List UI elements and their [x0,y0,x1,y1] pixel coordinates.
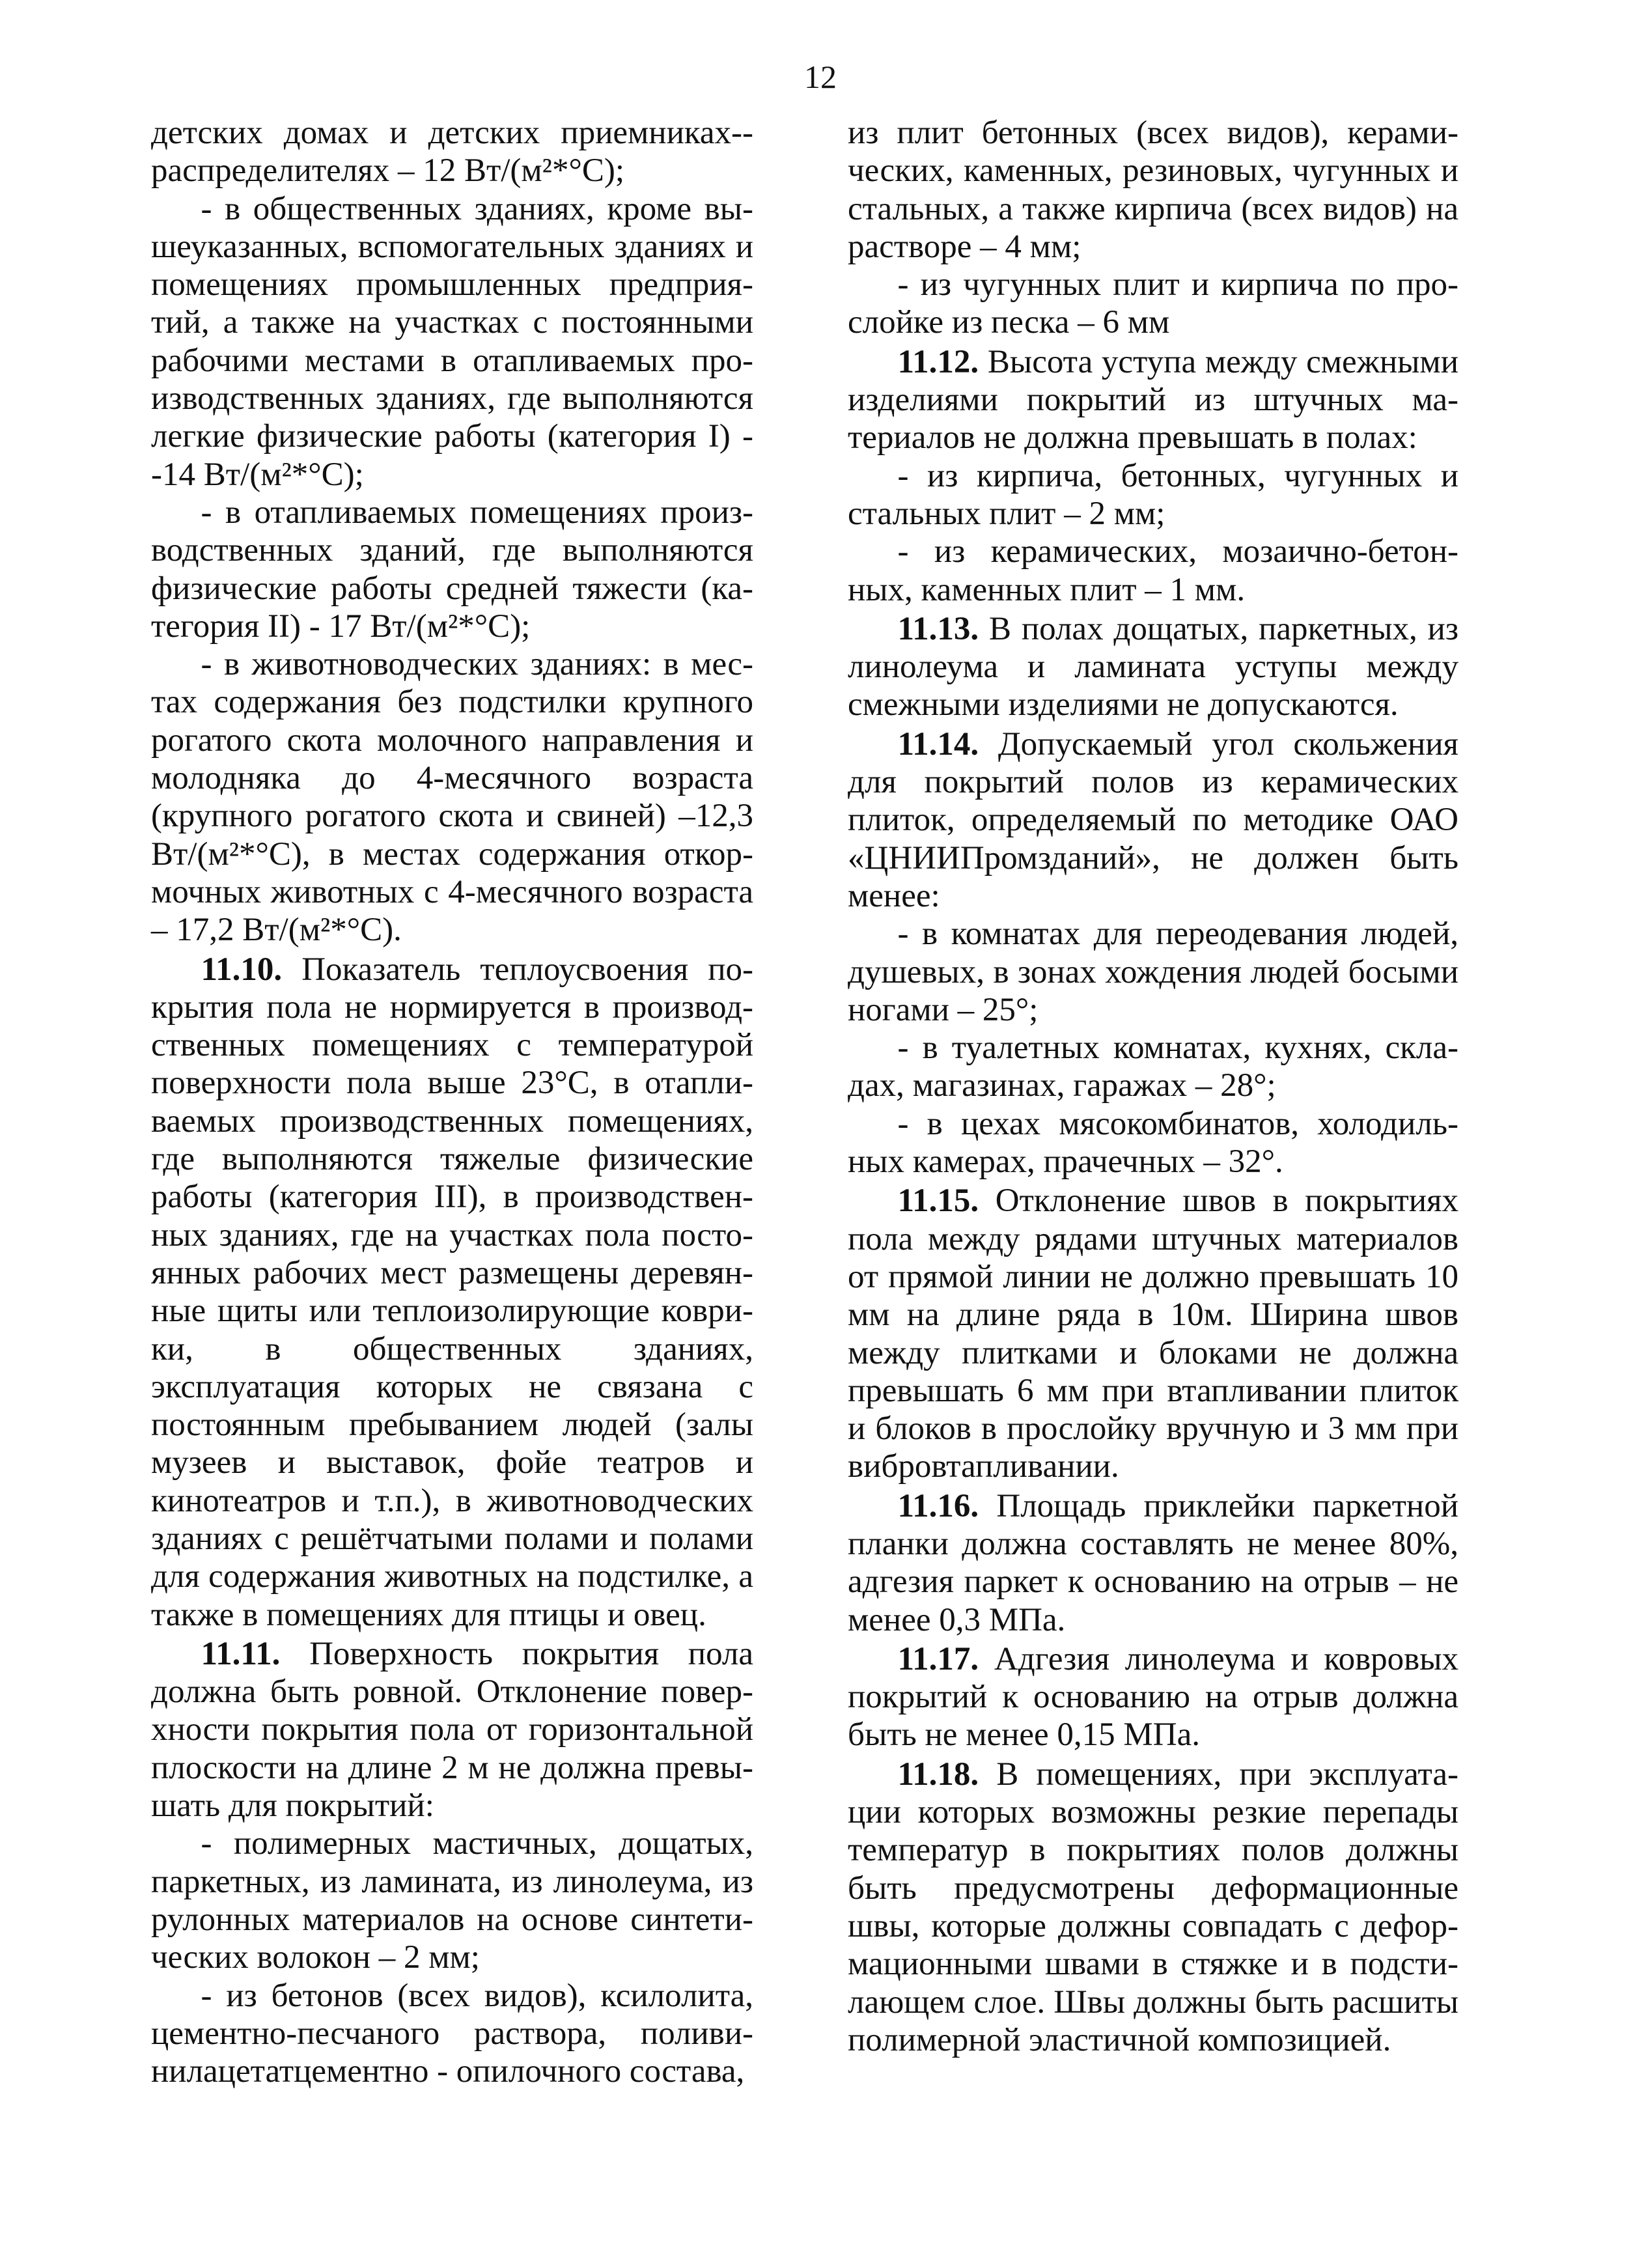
paragraph-text: Высота уступа между смежными изделиями покрытий из штучных материалов не должна превышать в полах: [848,343,1459,456]
list-item [848,533,1458,609]
paragraph-text: - из кирпича, бетонных, чугунных и стальных плит – 2 мм; [848,457,1458,532]
paragraph-text: Показатель теплоусвоения покрытия пола не нормируется в производственных помещениях с температурой поверхности пола выше 23°С, в отапливаемых производственных помещениях, где выполняются тяжелые физические работы (категория III), в производственных зданиях, где на участках пола постоянных рабочих мест размещены деревянные щиты или теплоизолирующие коврики, в общественных зданиях, эксплуатация которых не связана с постоянным пребыванием людей (залы музеев и выставок, фойе театров и кинотеатров и т.п.), в животноводческих зданиях с решётчатыми полами и полами для содержания животных на подстилке, а также в помещениях для птицы и овец. [151,951,754,1633]
clause-paragraph [848,610,1458,724]
paragraph [848,114,1458,266]
clause-paragraph [848,1182,1458,1485]
clause-number: 11.11. [201,1635,281,1672]
paragraph-text: Допускаемый угол скольжения для покрытий полов из керамических плиток, определяемый по методике ОАО «ЦНИИПромзданий», не должен быть менее: [848,725,1459,914]
left-column [151,114,753,2090]
clause-paragraph [848,1487,1458,1639]
clause-paragraph [151,1635,753,1825]
clause-number: 11.12. [897,343,979,380]
list-item [151,1825,753,1976]
paragraph-text: - в туалетных комнатах, кухнях, складах, магазинах, гаражах – 28°; [848,1029,1458,1104]
list-item [848,915,1458,1029]
paragraph-text: Поверхность покрытия пола должна быть ровной. Отклонение поверхности покрытия пола от горизонтальной плоскости на длине 2 м не должна превышать для покрытий: [151,1635,754,1825]
clause-number: 11.15. [897,1183,979,1220]
right-column [848,114,1458,2059]
clause-number: 11.13. [897,610,979,647]
clause-number: 11.14. [897,725,979,763]
paragraph-text: - в комнатах для переодевания людей, душевых, в зонах хождения людей босыми ногами – 25°; [848,916,1458,1028]
clause-paragraph [848,1640,1458,1754]
list-item [151,494,753,645]
clause-number: 11.17. [897,1640,979,1677]
paragraph-text: - в цехах мясокомбинатов, холодильных камерах, прачечных – 32°. [848,1105,1458,1181]
paragraph-text: - в общественных зданиях, кроме вышеуказанных, вспомогательных зданиях и помещениях промышленных предприятий, а также на участках с постоянными рабочими местами в отапливаемых производственных зданиях, где выполняются легкие физические работы (категория I) - -14 Вт/(м²*°С); [151,190,753,493]
list-item [848,1029,1458,1105]
clause-paragraph [848,343,1458,457]
list-item [848,1105,1458,1181]
list-item [848,266,1458,342]
list-item [151,645,753,949]
paragraph-text: Адгезия линолеума и ковровых покрытий к основанию на отрыв должна быть не менее 0,15 МПа. [848,1640,1458,1754]
paragraph-text: детских домах и детских приемниках-распределителях – 12 Вт/(м²*°С); [151,115,753,189]
paragraph-text: - из керамических, мозаично-бетонных, каменных плит – 1 мм. [848,533,1458,608]
paragraph-text: В помещениях, при эксплуатации которых возможны резкие перепады температур в покрытиях полов должны быть предусмотрены деформационные швы, которые должны совпадать с деформационными швами в стяжке и в подстилающем слое. Швы должны быть расшиты полимерной эластичной композицией. [848,1756,1458,2058]
list-item [151,190,753,494]
paragraph-text: - в животноводческих зданиях: в местах содержания без подстилки крупного рогатого скота молочного направления и молодняка до 4-месячного возраста (крупного рогатого скота и свиней) –12,3 Вт/(м²*°С), в местах содержания откормочных животных с 4-месячного возраста – 17,2 Вт/(м²*°С). [151,646,753,949]
paragraph-text: - из бетонов (всех видов), ксилолита, цементно-песчаного раствора, поливинилацетатцементно - опилочного состава, [151,1977,753,2090]
paragraph [151,114,753,190]
paragraph-text: - в отапливаемых помещениях производственных зданий, где выполняются физические работы средней тяжести (категория II) - 17 Вт/(м²*°С); [151,494,753,645]
paragraph-text: Отклонение швов в покрытиях пола между рядами штучных материалов от прямой линии не должно превышать 10 мм на длине ряда в 10м. Ширина швов между плитками и блоками не должна превышать 6 мм при втапливании плиток и блоков в прослойку вручную и 3 мм при вибровтапливании. [848,1183,1459,1485]
paragraph-text: из плит бетонных (всех видов), керамических, каменных, резиновых, чугунных и стальных, а также кирпича (всех видов) на растворе – 4 мм; [848,115,1458,265]
paragraph-text: В полах дощатых, паркетных, из линолеума и ламината уступы между смежными изделиями не допускаются. [848,610,1458,723]
list-item [848,457,1458,533]
clause-paragraph [848,1756,1458,2059]
clause-number: 11.10. [201,951,283,988]
paragraph-text: - полимерных мастичных, дощатых, паркетных, из ламината, из линолеума, из рулонных материалов на основе синтетических волокон – 2 мм; [151,1825,753,1976]
clause-number: 11.18. [897,1756,979,1793]
list-item [151,1977,753,2091]
paragraph-text: - из чугунных плит и кирпича по прослойке из песка – 6 мм [848,266,1458,341]
page-number: 12 [804,59,837,95]
paragraph-text: Площадь приклейки паркетной планки должна составлять не менее 80%, адгезия паркет к основанию на отрыв – не менее 0,3 МПа. [848,1487,1458,1638]
clause-number: 11.16. [897,1487,979,1524]
clause-paragraph [151,951,753,1634]
clause-paragraph [848,725,1458,915]
